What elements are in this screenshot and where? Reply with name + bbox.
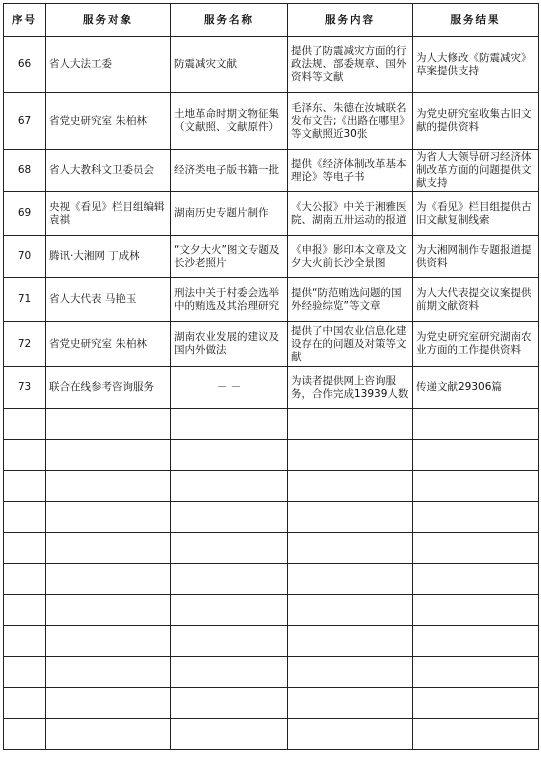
cell-result: 为党史研究室研究湖南农业方面的工作提供资料 — [413, 322, 539, 367]
header-name: 服务名称 — [171, 4, 288, 37]
cell-result: 为省人大领导研习经济体制改革方面的问题提供文献支持 — [413, 150, 539, 192]
empty-row — [4, 564, 539, 595]
cell-name: 湖南农业发展的建议及国内外做法 — [171, 322, 288, 367]
cell-target: 省人大法工委 — [46, 37, 171, 93]
cell-no: 68 — [4, 150, 46, 192]
cell-name: 经济类电子版书籍一批 — [171, 150, 288, 192]
cell-result: 传递文献29306篇 — [413, 367, 539, 409]
table-header-row — [4, 4, 539, 37]
cell-result: 为人大修改《防震减灾》草案提供支持 — [413, 37, 539, 93]
cell-no: 71 — [4, 278, 46, 322]
cell-target: 腾讯·大湘网 丁成林 — [46, 236, 171, 278]
header-content: 服务内容 — [288, 4, 413, 37]
cell-content: 毛泽东、朱德在汝城联名发布文告;《出路在哪里》等文献照近30张 — [288, 93, 413, 150]
cell-no: 72 — [4, 322, 46, 367]
empty-row — [4, 657, 539, 688]
table-row — [4, 322, 539, 367]
header-target: 服务对象 — [46, 4, 171, 37]
cell-target: 省人大教科文卫委员会 — [46, 150, 171, 192]
cell-content: 为读者提供网上咨询服务，合作完成13939人数 — [288, 367, 413, 409]
table-row — [4, 93, 539, 150]
empty-row — [4, 719, 539, 750]
empty-row — [4, 595, 539, 626]
table-row — [4, 150, 539, 192]
cell-result: 为大湘网制作专题报道提供资料 — [413, 236, 539, 278]
service-table-page — [3, 3, 539, 750]
cell-target: 省人大代表 马艳玉 — [46, 278, 171, 322]
table-row — [4, 236, 539, 278]
empty-row — [4, 409, 539, 440]
cell-target: 联合在线参考咨询服务 — [46, 367, 171, 409]
empty-row — [4, 533, 539, 564]
empty-row — [4, 502, 539, 533]
cell-name: 土地革命时期文物征集（文献照、文献原件） — [171, 93, 288, 150]
table-row — [4, 367, 539, 409]
table-row — [4, 278, 539, 322]
cell-content: 提供了防震减灾方面的行政法规、部委规章、国外资料等文献 — [288, 37, 413, 93]
cell-no: 70 — [4, 236, 46, 278]
empty-row — [4, 471, 539, 502]
cell-target: 央视《看见》栏目组编辑 袁祺 — [46, 192, 171, 236]
cell-content: 提供“防范贿选问题的国外经验综览”等文章 — [288, 278, 413, 322]
cell-name: 湖南历史专题片制作 — [171, 192, 288, 236]
cell-name: 刑法中关于村委会选举中的贿选及其治理研究 — [171, 278, 288, 322]
cell-content: 提供《经济体制改革基本理论》等电子书 — [288, 150, 413, 192]
empty-row — [4, 440, 539, 471]
cell-target: 省党史研究室 朱柏林 — [46, 322, 171, 367]
cell-name: 防震减灾文献 — [171, 37, 288, 93]
table-row — [4, 192, 539, 236]
header-no: 序号 — [4, 4, 46, 37]
cell-no: 66 — [4, 37, 46, 93]
cell-content: 《申报》影印本文章及文夕大火前长沙全景图 — [288, 236, 413, 278]
cell-name: － － — [171, 367, 288, 409]
cell-content: 提供了中国农业信息化建设存在的问题及对策等文献 — [288, 322, 413, 367]
cell-result: 为党史研究室收集古旧文献的提供资料 — [413, 93, 539, 150]
cell-result: 为人大代表提交议案提供前期文献资料 — [413, 278, 539, 322]
cell-target: 省党史研究室 朱柏林 — [46, 93, 171, 150]
cell-content: 《大公报》中关于湘雅医院、湖南五卅运动的报道 — [288, 192, 413, 236]
cell-name: “文夕大火”图文专题及长沙老照片 — [171, 236, 288, 278]
cell-no: 69 — [4, 192, 46, 236]
empty-row — [4, 626, 539, 657]
cell-no: 73 — [4, 367, 46, 409]
header-result: 服务结果 — [413, 4, 539, 37]
cell-no: 67 — [4, 93, 46, 150]
table-row — [4, 37, 539, 93]
service-table — [3, 3, 539, 750]
cell-result: 为《看见》栏目组提供古旧文献复制线索 — [413, 192, 539, 236]
empty-row — [4, 688, 539, 719]
